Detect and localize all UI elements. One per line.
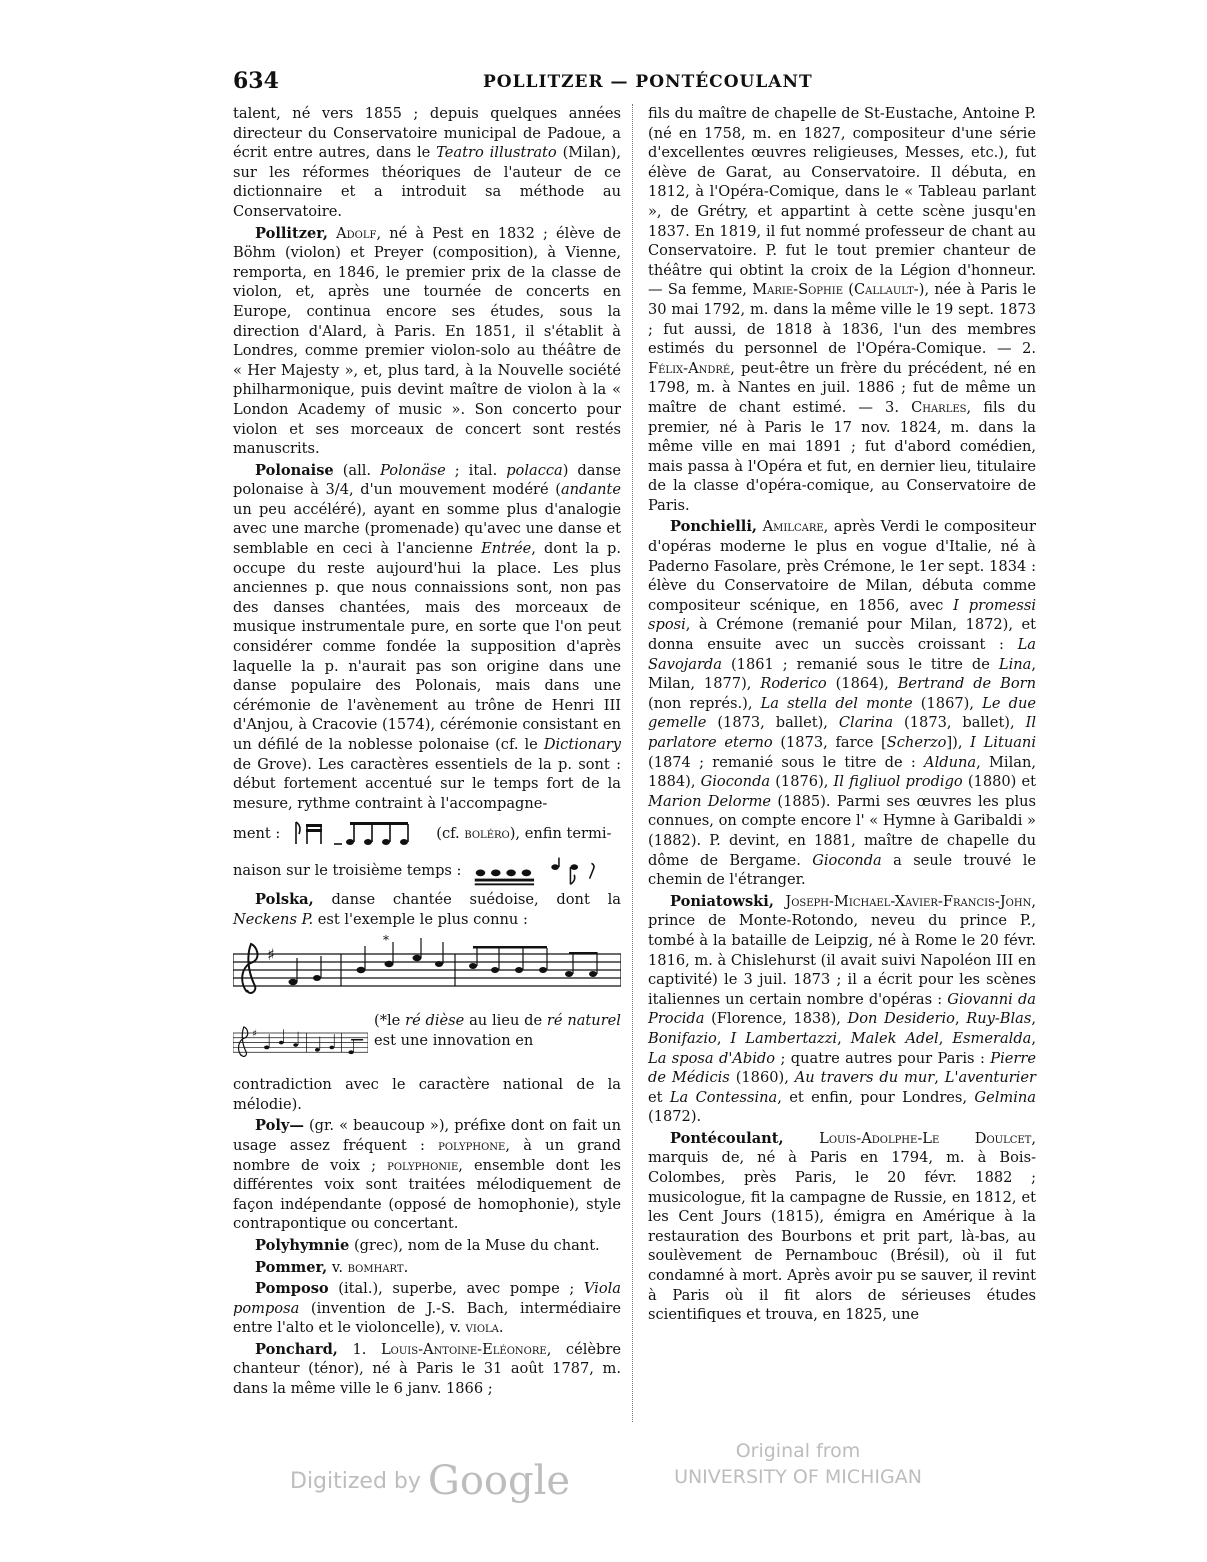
- svg-text:*: *: [383, 933, 389, 947]
- entry-ponchard: Ponchard, 1. Louis-Antoine-Eléonore, célèbre chanteur (ténor), né à Paris le 31 août 1787, m. dans la même ville le 6 janv. 1866 ;: [233, 1340, 621, 1398]
- left-column: [233, 104, 621, 1401]
- music-staff-icon: [233, 934, 621, 1006]
- headword: Poniatowski,: [670, 892, 774, 910]
- running-title: POLLITZER — PONTÉCOULANT: [483, 72, 813, 92]
- svg-text:♯: ♯: [252, 1028, 257, 1040]
- headword: Ponchielli,: [670, 518, 757, 536]
- rhythm-notation-icon: [469, 853, 613, 887]
- digitized-by-watermark: Digitized by Google: [290, 1458, 571, 1504]
- headword: Pomposo: [255, 1280, 329, 1298]
- original-from-watermark: Original from UNIVERSITY OF MICHIGAN: [674, 1440, 922, 1488]
- entry-poniatowski: Poniatowski, Joseph-Michael-Xavier-Francis-John, prince de Monte-Rotondo, neveu du prince P., tombé à la bataille de Leipzig, né à Rome le 20 févr. 1816, m. à Chislehurst (il avait suivi Napoléon III en captivité) le 3 juil. 1873 ; il a écrit pour les scènes italiennes un certain nombre d'opéras : Giovanni da Procida (Florence, 1838), Don Desiderio, Ruy-Blas, Bonifazio, I Lambertazzi, Malek Adel, Esmeralda, La sposa d'Abido ; quatre autres pour Paris : Pierre de Médicis (1860), Au travers du mur, L'aventurier et La Contessina, et enfin, pour Londres, Gelmina (1872).: [648, 892, 1037, 1126]
- headword: Poly—: [255, 1117, 304, 1135]
- entry-polonaise: Polonaise (all. Polonäse ; ital. polacca) danse polonaise à 3/4, d'un mouvement modéré (andante un peu accéléré), ayant en somme plus d'analogie avec une marche (promenade) qu'avec une danse et semblable en ceci à l'ancienne Entrée, dont la p. occupe du reste aujourd'hui la place. Les plus anciennes p. que nous connaissions sont, non pas des danses chantées, mais des morceaux de musique instrumentale pure, en sorte que l'on peut considérer comme fondée la supposition d'après laquelle la p. n'aurait pas son origine dans une danse populaire des Polonais, mais dans une cérémonie de l'avènement au trône de Henri III d'Anjou, à Cracovie (1574), cérémonie consistant en un défilé de la noblesse polonaise (cf. le Dictionary de Grove). Les caractères essentiels de la p. sont : début fortement accentué sur le temps fort de la mesure, rythme contraint à l'accompagne-: [233, 461, 622, 812]
- entry-ponchielli: Ponchielli, Amilcare, après Verdi le compositeur d'opéras moderne le plus en vogue d'Italie, né à Paderno Fasolare, près Crémone, le 1er sept. 1834 : élève du Conservatoire de Milan, débuta comme compositeur scénique, en 1856, avec I promessi sposi, à Crémone (remanié pour Milan, 1872), et donna ensuite avec un succès croissant : La Savojarda (1861 ; remanié sous le titre de Lina, Milan, 1877), Roderico (1864), Bertrand de Born (non représ.), La stella del monte (1867), Le due gemelle (1873, ballet), Clarina (1873, ballet), Il parlatore eterno (1873, farce [Scherzo]), I Lituani (1874 ; remanié sous le titre de : Alduna, Milan, 1884), Gioconda (1876), Il figliuol prodigo (1880) et Marion Delorme (1885). Parmi ses œuvres les plus connues, on compte encore l' « Hymne à Garibaldi » (1882). P. devint, en 1881, maître de chapelle du dôme de Bergame. Gioconda a seule trouvé le chemin de l'étranger.: [648, 518, 1037, 889]
- entry-polska: Polska, danse chantée suédoise, dont la Neckens P. est l'exemple le plus connu :: [233, 891, 621, 928]
- rhythm-example-accompaniment: ment : (cf. boléro ), enfin termi-: [233, 816, 621, 850]
- entry-poly: Poly— (gr. « beaucoup »), préfixe dont on fait un usage assez fréquent : polyphone, à un grand nombre de voix ; polyphonie, ensemble dont les différentes voix sont traitées mélodiquement de façon indépendante (opposé de homophonie), style contrapontique ou concertant.: [233, 1117, 621, 1233]
- entry-pommer: Pommer, v. bomhart.: [255, 1258, 409, 1276]
- entry-continuation: talent, né vers 1855 ; depuis quelques années directeur du Conservatoire municipal de Padoue, a écrit entre autres, dans le Teatro illustrato (Milan), sur les réformes théoriques de l'auteur de ce dictionnaire et a introduit sa méthode au Conservatoire.: [233, 105, 621, 220]
- entry-pollitzer: Pollitzer, Adolf, né à Pest en 1832 ; élève de Böhm (violon) et Preyer (composition), à Vienne, remporta, en 1846, le premier prix de la classe de violon, et, après une tournée de concerts en Europe, continua encore ses études, sous la direction d'Alard, à Paris. En 1851, il s'établit à Londres, comme premier violon-solo au théâtre de « Her Majesty », et, plus tard, à la Nouvelle société philharmonique, puis devint maître de violon à la « London Academy of music ». Son concerto pour violon et ses morceaux de concert sont restés manuscrits.: [233, 224, 621, 458]
- headword: Pontécoulant,: [670, 1129, 784, 1147]
- entry-pontecoulant: Pontécoulant, Louis-Adolphe-Le Doulcet, marquis de, né à Paris en 1794, m. à Bois-Colombes, près Paris, le 20 févr. 1882 ; musicologue, fit la campagne de Russie, en 1812, et les Cent Jours (1815), émigra en Amérique à la restauration des Bourbons et prit part, là-bas, au soulèvement de Pernambouc (Brésil), où il fut condamné à mort. Après avoir pu se sauver, il revint à Paris où il fit alors de sérieuses études scientifiques et trouva, en 1825, une: [648, 1129, 1036, 1324]
- headword: Polska,: [255, 891, 314, 909]
- music-staff-icon: [233, 1011, 368, 1073]
- rhythm-notation-icon: [288, 816, 428, 850]
- page-number: 634: [233, 68, 279, 94]
- entry-polyhymnie: Polyhymnie (grec), nom de la Muse du chant.: [255, 1236, 600, 1254]
- page-footer: [0, 1438, 1207, 1518]
- entry-pomposo: Pomposo (ital.), superbe, avec pompe ; Viola pomposa (invention de J.-S. Bach, intermédiaire entre l'alto et le violoncelle), v. viola.: [233, 1280, 621, 1337]
- headword: Pollitzer,: [255, 224, 328, 242]
- polska-footnote: (*le ré dièse au lieu de ré naturel est une innovation en: [374, 1012, 621, 1049]
- polska-footnote-end: contradiction avec le caractère national de la mélodie).: [233, 1076, 621, 1113]
- headword: Pommer,: [255, 1258, 328, 1276]
- entry-ponchard-continuation: fils du maître de chapelle de St-Eustache, Antoine P. (né en 1758, m. en 1827, compositeur d'une série d'excellentes œuvres religieuses, Messes, etc.), fut élève de Garat, au Conservatoire. Il débuta, en 1812, à l'Opéra-Comique, dans le « Tableau parlant », de Grétry, et appartint à cette scène jusqu'en 1837. En 1819, il fut nommé professeur de chant au Conservatoire. P. fut le tout premier chanteur de théâtre qui obtint la croix de la Légion d'honneur. — Sa femme, Marie-Sophie (Callault-), née à Paris le 30 mai 1792, m. dans la même ville le 19 sept. 1873 ; fut aussi, de 1818 à 1836, l'un des membres estimés du personnel de l'Opéra-Comique. — 2. Félix-André, peut-être un frère du précédent, né en 1798, m. à Nantes en juil. 1886 ; fut de même un maître de chant estimé. — 3. Charles, fils du premier, né à Paris le 17 nov. 1824, m. dans la même ville en mai 1891 ; fut d'abord comédien, mais passa à l'Opéra et fut, en dernier lieu, titulaire de la classe d'opéra-comique, au Conservatoire de Paris.: [648, 105, 1036, 514]
- headword: Polyhymnie: [255, 1236, 350, 1254]
- music-example-polska: [233, 934, 621, 1074]
- google-logo: Google: [427, 1458, 571, 1504]
- headword: Ponchard,: [255, 1340, 338, 1358]
- rhythm-example-ending: naison sur le troisième temps :: [233, 853, 621, 887]
- headword: Polonaise: [255, 461, 334, 479]
- page-header: [233, 68, 1035, 98]
- svg-text:♯: ♯: [267, 944, 275, 964]
- right-column: [648, 104, 1036, 1327]
- column-divider: [632, 104, 633, 1422]
